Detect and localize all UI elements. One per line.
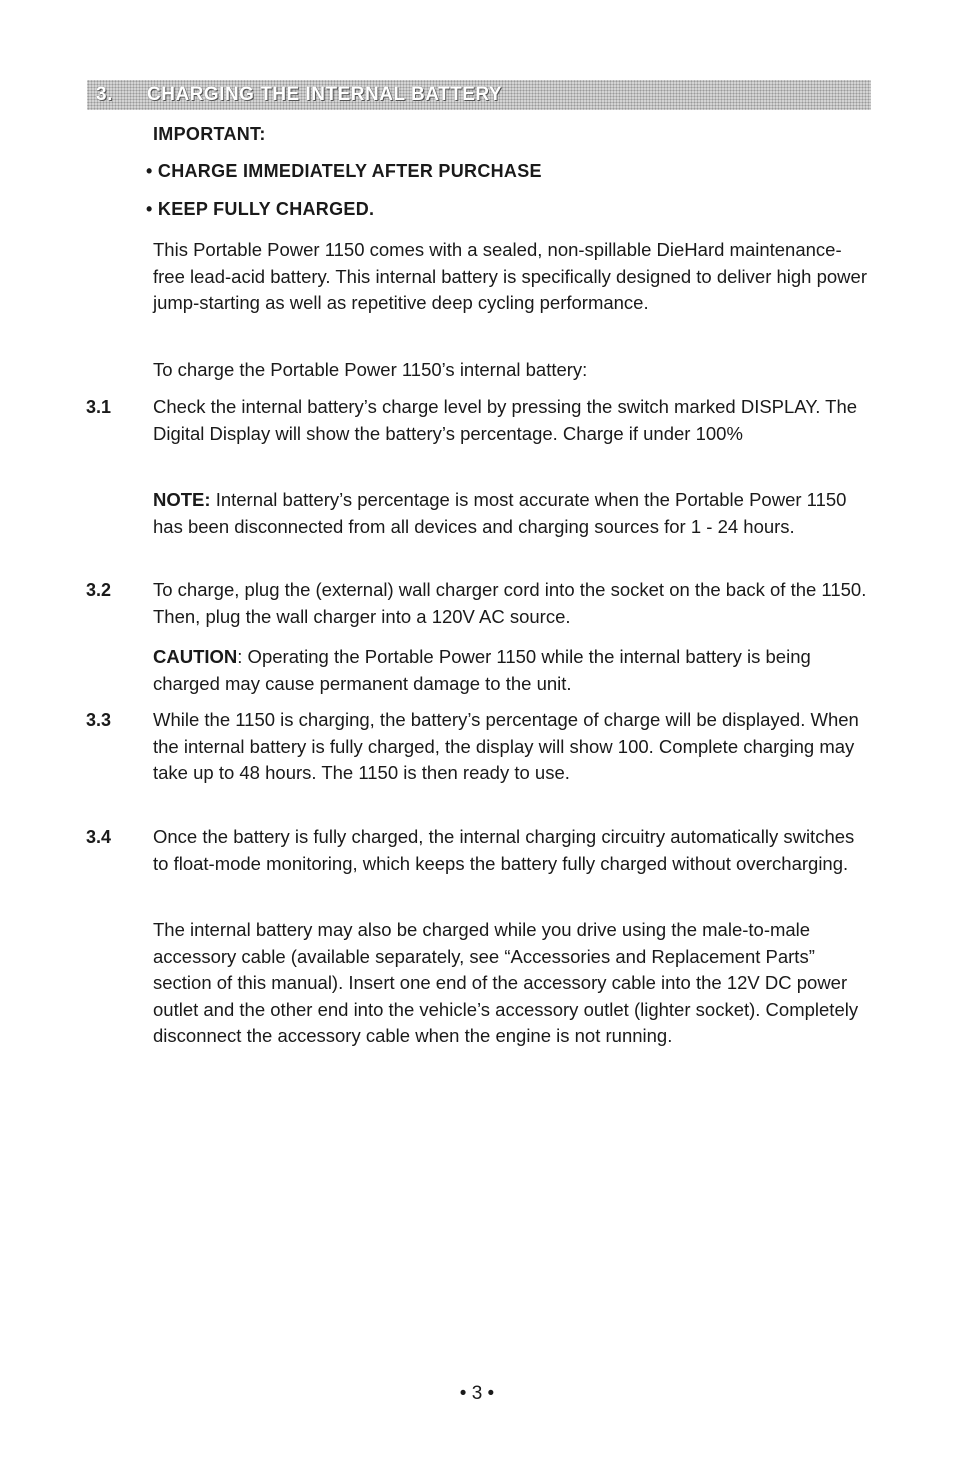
step-text: Once the battery is fully charged, the internal charging circuitry automatically switches to float-mode monitoring, which keeps the battery fully charged without overcharging.: [153, 826, 855, 874]
note-text: Internal battery’s percentage is most accurate when the Portable Power 1150 has been disconnected from all devices and charging sources for 1 - 24 hours.: [153, 489, 847, 537]
caution-paragraph: [153, 644, 873, 697]
intro-paragraph: This Portable Power 1150 comes with a sealed, non-spillable DieHard maintenance-free lead-acid battery. This internal battery is specifically designed to deliver high power jump-starting as well as repetitive deep cycling performance.: [153, 239, 867, 313]
note-label: NOTE:: [153, 489, 211, 510]
accessory-charging-paragraph: The internal battery may also be charged while you drive using the male-to-male accessory cable (available separately, see “Accessories and Replacement Parts” section of this manual). Insert one end of the accessory cable into the 12V DC power outlet and the other end into the vehicle’s accessory outlet (lighter socket). Completely disconnect the accessory cable when the engine is not running.: [153, 919, 859, 1046]
step-text: To charge, plug the (external) wall charger cord into the socket on the back of the 1150. Then, plug the wall charger into a 120V AC source.: [153, 579, 867, 627]
section-header: [87, 80, 871, 110]
step-number: 3.1: [86, 397, 112, 417]
important-bullet-charge: • CHARGE IMMEDIATELY AFTER PURCHASE: [146, 161, 542, 181]
step-number: 3.3: [86, 710, 112, 730]
step-number: 3.4: [86, 827, 112, 847]
caution-label: CAUTION: [153, 646, 238, 667]
page-number: • 3 •: [459, 1383, 495, 1404]
section-number: 3.: [96, 84, 113, 105]
important-label: IMPORTANT:: [153, 124, 266, 144]
caution-text: : Operating the Portable Power 1150 while the internal battery is being charged may cause permanent damage to the unit.: [153, 646, 811, 694]
note-paragraph: [153, 487, 873, 540]
step-number: 3.2: [86, 580, 112, 600]
step-text: While the 1150 is charging, the battery’s percentage of charge will be displayed. When the internal battery is fully charged, the display will show 100. Complete charging may take up to 48 hours. The 1150 is then ready to use.: [153, 709, 859, 783]
section-title: CHARGING THE INTERNAL BATTERY: [147, 84, 503, 105]
step-text: Check the internal battery’s charge level by pressing the switch marked DISPLAY. The Digital Display will show the battery’s percentage. Charge if under 100%: [153, 396, 858, 444]
intro-instruction: To charge the Portable Power 1150’s internal battery:: [153, 359, 588, 380]
important-bullet-keep-charged: • KEEP FULLY CHARGED.: [146, 199, 375, 219]
